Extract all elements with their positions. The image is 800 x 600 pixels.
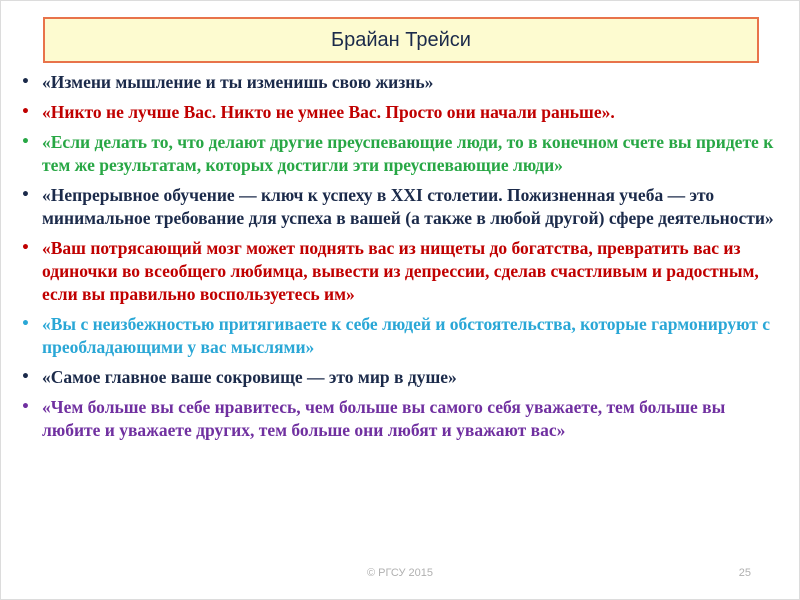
footer-copyright: © РГСУ 2015: [366, 567, 434, 579]
quote-text: «Измени мышление и ты изменишь свою жизнь»: [42, 72, 434, 92]
quote-list: [21, 71, 781, 449]
quote-text: «Ваш потрясающий мозг может поднять вас из нищеты до богатства, превратить вас из одиночки во всеобщего любимца, вывести из депрессии, сделав счастливым и радостным, если вы правильно воспользуетесь им»: [42, 238, 759, 304]
quote-item: [21, 101, 781, 124]
bullet-icon: •: [21, 104, 30, 120]
bullet-icon: •: [21, 316, 30, 332]
quote-text: «Если делать то, что делают другие преуспевающие люди, то в конечном счете вы придете к тем же результатам, которых достигли эти преуспевающие люди»: [42, 132, 774, 175]
bullet-icon: •: [21, 240, 30, 256]
page-number: 25: [738, 567, 751, 579]
bullet-icon: •: [21, 74, 30, 90]
quote-item: [21, 184, 781, 230]
quote-item: [21, 71, 781, 94]
bullet-icon: •: [21, 187, 30, 203]
quote-text: «Самое главное ваше сокровище — это мир в душе»: [42, 367, 457, 387]
quote-item: [21, 396, 781, 442]
bullet-icon: •: [21, 399, 30, 415]
quote-text: «Никто не лучше Вас. Никто не умнее Вас. Просто они начали раньше».: [42, 102, 615, 122]
title-box: [43, 17, 759, 63]
quote-item: [21, 237, 781, 306]
quote-text: «Чем больше вы себе нравитесь, чем больше вы самого себя уважаете, тем больше вы любите и уважаете других, тем больше они любят и уважают вас»: [42, 397, 726, 440]
quote-item: [21, 131, 781, 177]
quote-text: «Непрерывное обучение — ключ к успеху в XXI столетии. Пожизненная учеба — это минимальное требование для успеха в вашей (а также в любой другой) сфере деятельности»: [42, 185, 774, 228]
quote-text: «Вы с неизбежностью притягиваете к себе людей и обстоятельства, которые гармонируют с преобладающими у вас мыслями»: [42, 314, 771, 357]
bullet-icon: •: [21, 134, 30, 150]
quote-item: [21, 366, 781, 389]
slide-title: Брайан Трейси: [331, 28, 471, 51]
quote-item: [21, 313, 781, 359]
bullet-icon: •: [21, 369, 30, 385]
